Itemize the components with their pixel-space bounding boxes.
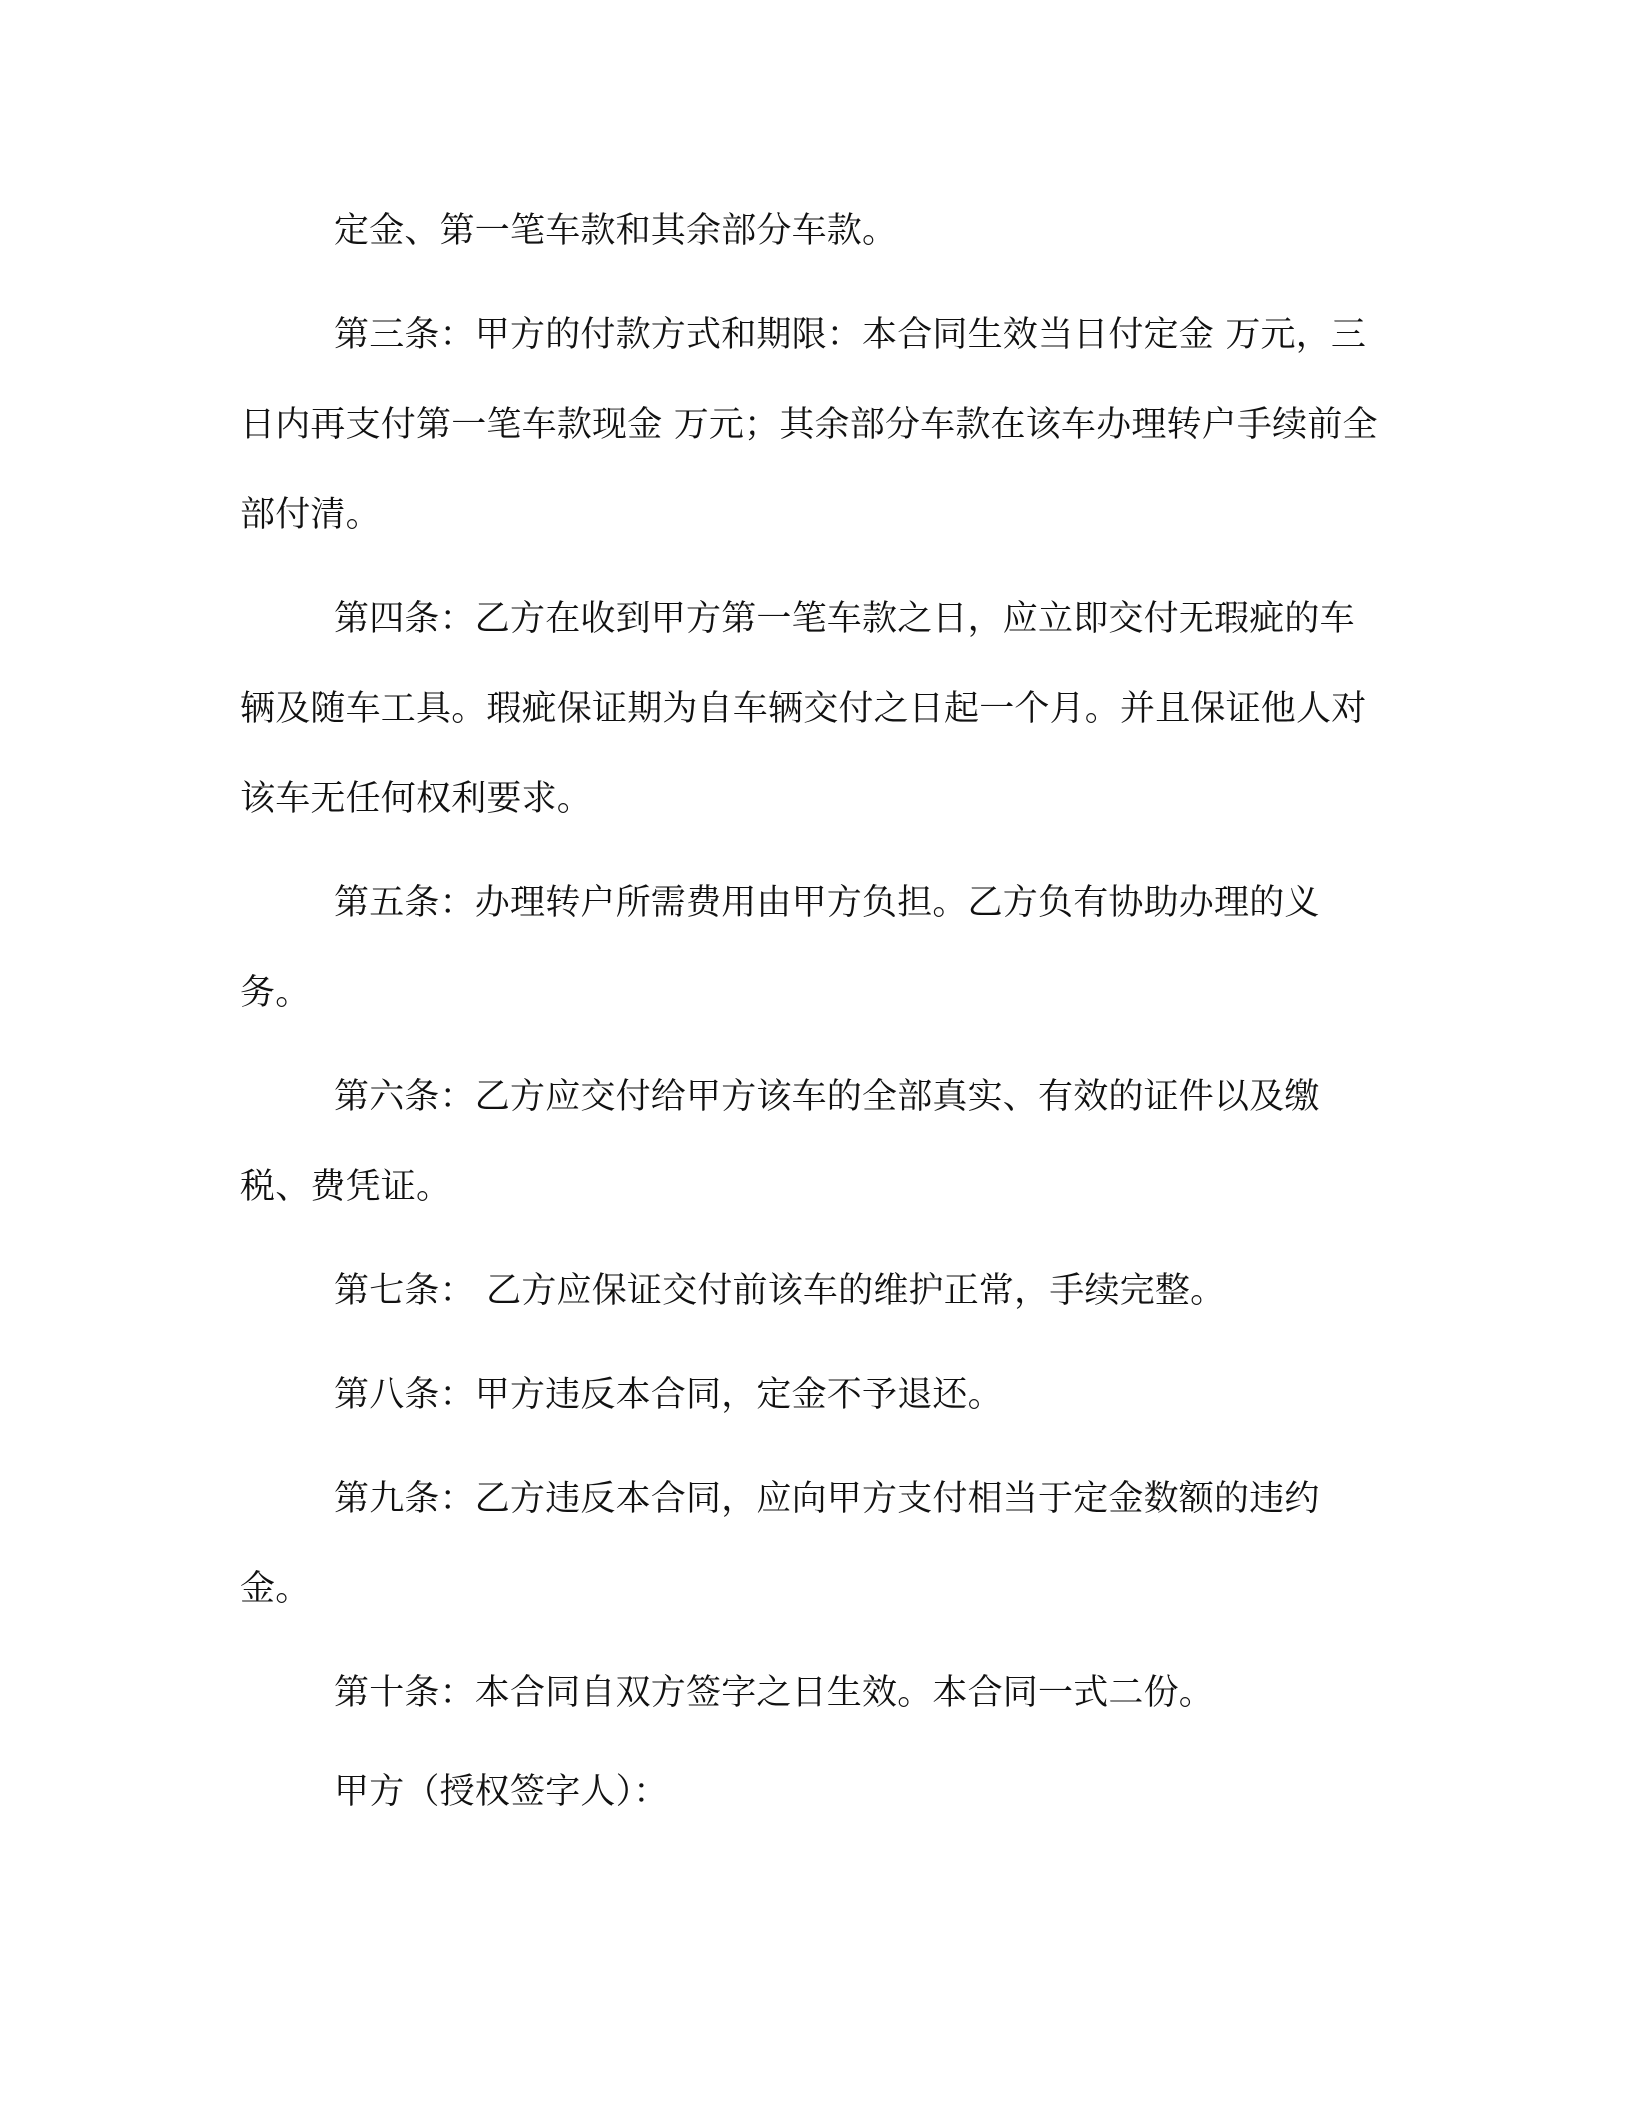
paragraph-article-10: 第十条：本合同自双方签字之日生效。本合同一式二份。 bbox=[334, 1673, 1215, 1713]
contract-body bbox=[240, 186, 1385, 1752]
paragraph-article-9: 第九条：乙方违反本合同，应向甲方支付相当于定金数额的违约金。 bbox=[240, 1479, 1320, 1609]
paragraph-article-3: 第三条：甲方的付款方式和期限：本合同生效当日付定金 万元，三日内再支付第一笔车款现金 万元；其余部分车款在该车办理转户手续前全部付清。 bbox=[240, 315, 1378, 535]
paragraph-article-4: 第四条：乙方在收到甲方第一笔车款之日，应立即交付无瑕疵的车辆及随车工具。瑕疵保证期为自车辆交付之日起一个月。并且保证他人对该车无任何权利要求。 bbox=[240, 599, 1367, 819]
paragraph-article-5: 第五条：办理转户所需费用由甲方负担。乙方负有协助办理的义务。 bbox=[240, 883, 1320, 1013]
paragraph-article-6: 第六条：乙方应交付给甲方该车的全部真实、有效的证件以及缴税、费凭证。 bbox=[240, 1077, 1320, 1207]
paragraph-deposit-continuation: 定金、第一笔车款和其余部分车款。 bbox=[334, 211, 898, 251]
party-a-signature-label: 甲方（授权签字人）： bbox=[334, 1772, 669, 1812]
paragraph-article-7: 第七条： 乙方应保证交付前该车的维护正常，手续完整。 bbox=[334, 1271, 1226, 1311]
paragraph-article-8: 第八条：甲方违反本合同，定金不予退还。 bbox=[334, 1375, 1003, 1415]
